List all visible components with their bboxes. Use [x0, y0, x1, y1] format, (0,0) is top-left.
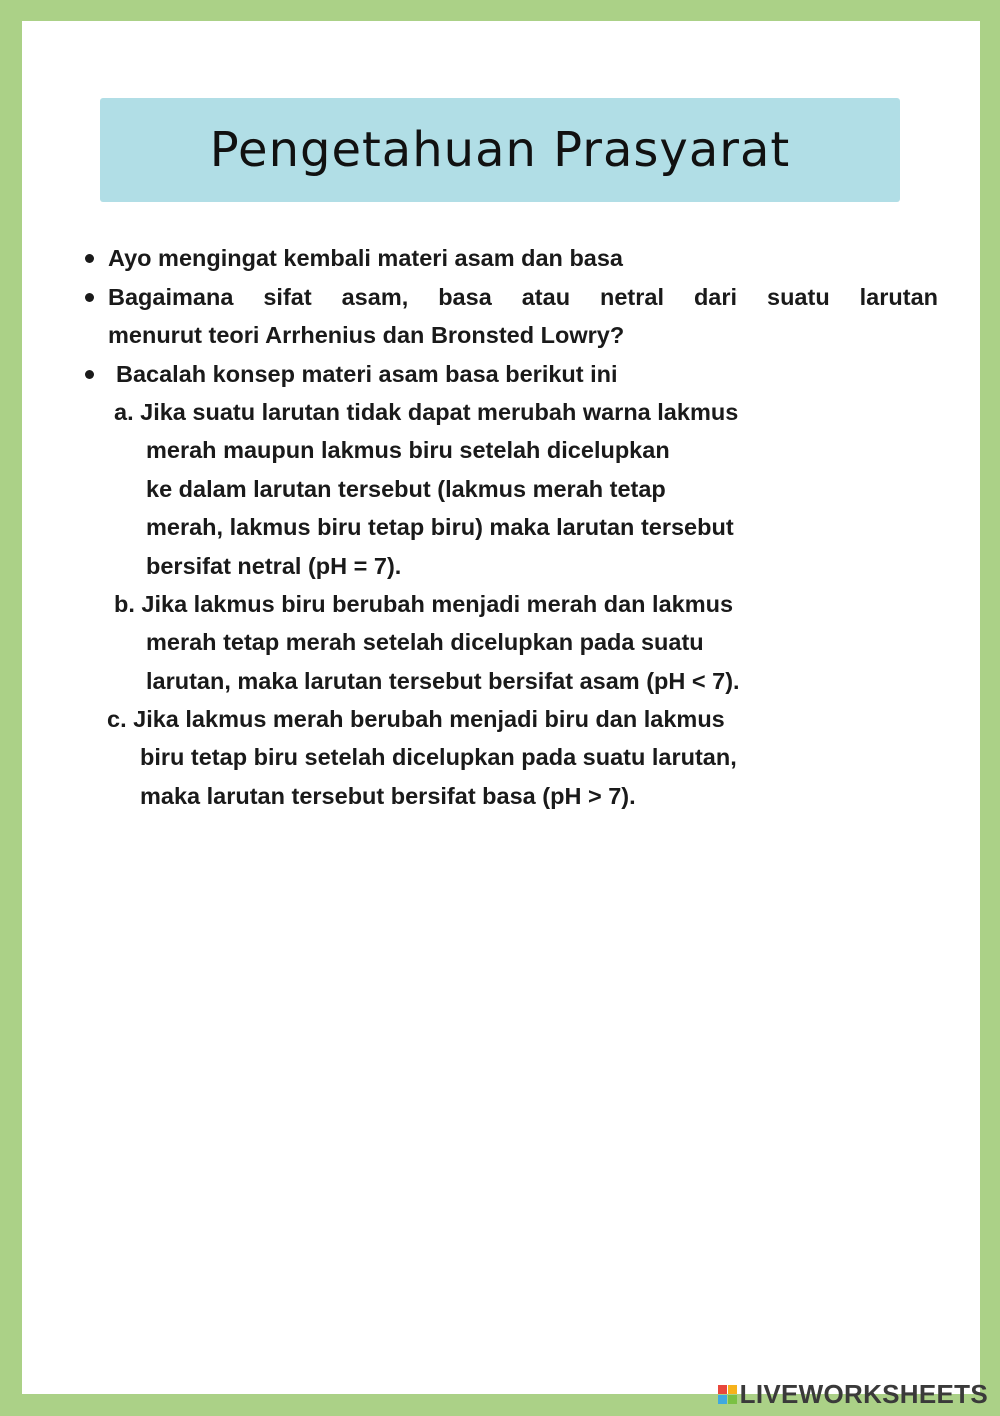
- bullet-text-2: Bagaimana sifat asam, basa atau netral dari suatu larutan: [108, 284, 938, 310]
- page-title: Pengetahuan Prasyarat: [209, 122, 791, 178]
- worksheet-content: [22, 21, 980, 1394]
- bullet-icon: [85, 293, 94, 302]
- bullet-icon: [85, 254, 94, 263]
- item-a-line-3: ke dalam larutan tersebut (lakmus merah tetap: [146, 476, 666, 502]
- item-c-line-2: biru tetap biru setelah dicelupkan pada suatu larutan,: [140, 744, 737, 770]
- item-a-line-1: a. Jika suatu larutan tidak dapat merubah warna lakmus: [114, 399, 739, 425]
- bullet-text-2-cont: menurut teori Arrhenius dan Bronsted Lowry?: [108, 322, 625, 348]
- item-a-line-2: merah maupun lakmus biru setelah dicelupkan: [146, 437, 670, 463]
- item-b-line-2: merah tetap merah setelah dicelupkan pada suatu: [146, 629, 704, 655]
- item-c-line-1: c. Jika lakmus merah berubah menjadi biru dan lakmus: [107, 706, 725, 732]
- bullet-text-1: Ayo mengingat kembali materi asam dan basa: [108, 245, 624, 271]
- bullet-text-3: Bacalah konsep materi asam basa berikut ini: [116, 361, 618, 387]
- item-a-line-5: bersifat netral (pH = 7).: [146, 553, 402, 579]
- bullet-icon: [85, 370, 94, 379]
- liveworksheets-logo[interactable]: [718, 1379, 988, 1410]
- logo-text: LIVEWORKSHEETS: [739, 1379, 988, 1409]
- item-b-line-3: larutan, maka larutan tersebut bersifat asam (pH < 7).: [146, 668, 740, 694]
- liveworksheets-mark-icon: [718, 1385, 737, 1404]
- item-b-line-1: b. Jika lakmus biru berubah menjadi merah dan lakmus: [114, 591, 734, 617]
- worksheet-page: [22, 21, 980, 1394]
- item-a-line-4: merah, lakmus biru tetap biru) maka larutan tersebut: [146, 514, 734, 540]
- item-c-line-3: maka larutan tersebut bersifat basa (pH > 7).: [140, 783, 636, 809]
